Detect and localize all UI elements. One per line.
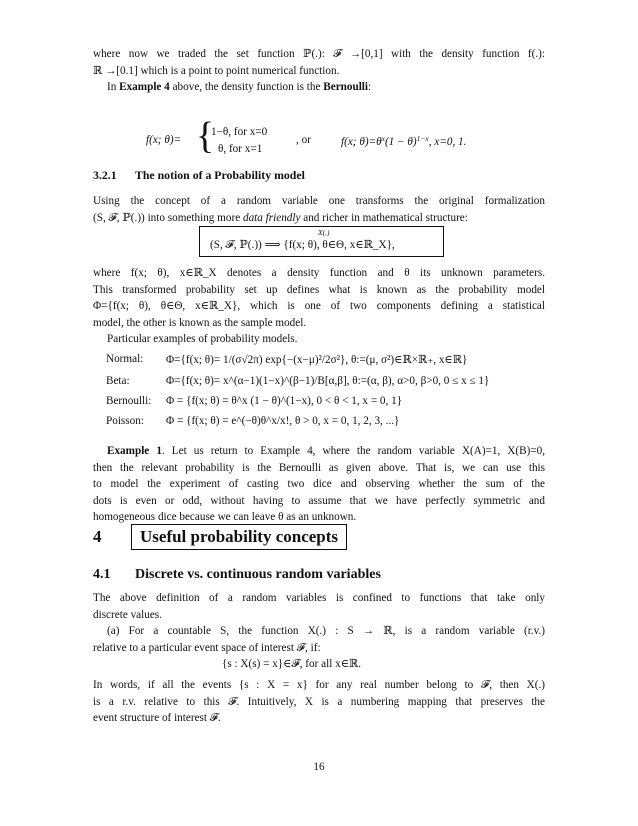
text-line: homogeneous dice because we can leave θ as an unknown. [93, 511, 357, 524]
text-line: (S, 𝓕, ℙ(.)) into something more data friendly and richer in mathematical structure: [93, 211, 468, 224]
model-formula: Φ={f(x; θ)= x^(α−1)(1−x)^(β−1)/B[α,β], θ:=(α, β), α>0, β>0, 0 ≤ x ≤ 1} [166, 375, 490, 387]
text-line: relative to a particular event space of interest 𝓕, if: [93, 641, 321, 654]
text-line: This transformed probability set up defines what is known as the probability model [93, 283, 545, 296]
discrete-rv-paragraph [93, 590, 545, 656]
model-formula: Φ={f(x; θ)= 1/(σ√2π) exp{−(x−μ)²/2σ²}, θ:=(μ, σ²)∈ℝ×ℝ₊, x∈ℝ} [166, 354, 468, 366]
text-line: Using the concept of a random variable one transforms the original formalization [93, 195, 545, 207]
section-heading-3-2-1: 3.2.1 The notion of a Probability model [93, 168, 305, 182]
text-line: model, the other is known as the sample model. [93, 316, 307, 329]
or-separator: , or [296, 134, 311, 146]
text-line: dots is even or odd, without having to assume that we have perfectly symmetric and [93, 494, 545, 507]
text-line: The above definition of a random variables is confined to functions that take only [93, 592, 545, 604]
text-line: event structure of interest 𝓕. [93, 712, 221, 725]
case-line-2: θ, for x=1 [218, 143, 263, 155]
intro-paragraph [93, 46, 545, 96]
rv-interpretation-paragraph [93, 677, 545, 727]
text-line: (a) For a countable S, the function X(.) : S → ℝ, is a random variable (r.v.) [107, 625, 545, 638]
text-line: discrete values. [93, 608, 162, 621]
text-line: where f(x; θ), x∈ℝ_X denotes a density function and θ its unknown parameters. [93, 267, 545, 279]
boxed-transformation-equation [199, 226, 444, 257]
text-line: ℝ →[0.1] which is a point to point numerical function. [93, 64, 340, 77]
model-formula: Φ = {f(x; θ) = θ^x (1 − θ)^(1−x), 0 < θ < 1, x = 0, 1} [166, 395, 403, 407]
event-condition-equation: {s : X(s) = x}∈𝓕, for all x∈ℝ. [222, 658, 362, 670]
transformation-formula: (S, 𝓕, ℙ(.)) ⟹ {f(x; θ), θ∈Θ, x∈ℝ_X}, [210, 239, 395, 251]
text-line: to model the experiment of casting two dice and observing whether the sum of the [93, 478, 545, 491]
text-line: is a r.v. relative to this 𝓕. Intuitively, X is a numbering mapping that preserves the [93, 695, 545, 708]
case-line-1: 1−θ, for x=0 [211, 126, 268, 138]
text-line: In words, if all the events {s : X = x} for any real number belong to 𝓕, then X(.) [93, 679, 545, 691]
text-line: where now we traded the set function ℙ(.): 𝓕 →[0,1] with the density function f(.): [93, 48, 545, 60]
model-formula: Φ = {f(x; θ) = e^(−θ)θ^x/x!, θ > 0, x = 0, 1, 2, 3, ...} [166, 415, 400, 427]
section-heading-4-1: 4.1 Discrete vs. continuous random variables [93, 567, 381, 582]
cases-brace: { [196, 115, 215, 157]
bernoulli-compact-formula: f(x; $\theta)=\theta^x(1 - \theta)^{1-x}$, x=0, 1. [341, 134, 467, 148]
arrow-label: X(.) [318, 228, 330, 237]
model-label: Bernoulli: [106, 395, 152, 407]
model-label: Beta: [106, 375, 130, 387]
text-line: then the relevant probability is the Bernoulli as given above. That is, we can use this [93, 461, 545, 474]
probability-model-definition [93, 265, 545, 348]
bernoulli-lhs: f(x; θ)= [146, 134, 182, 146]
probability-model-paragraph [93, 193, 545, 226]
text-line: In Example 4 above, the density function is the Bernoulli: [107, 81, 372, 94]
text-line: Example 1. Let us return to Example 4, where the random variable X(A)=1, X(B)=0, [107, 445, 546, 457]
text-line: Particular examples of probability models. [107, 333, 298, 346]
example-1-paragraph [93, 443, 545, 526]
chapter-heading-4: 4 Useful probability concepts [93, 524, 347, 550]
model-label: Poisson: [106, 415, 144, 427]
text-line: Φ={f(x; θ), θ∈Θ, x∈ℝ_X}, which is one of two components defining a statistical [93, 300, 545, 313]
model-label: Normal: [106, 353, 144, 365]
page-number: 16 [313, 761, 325, 773]
